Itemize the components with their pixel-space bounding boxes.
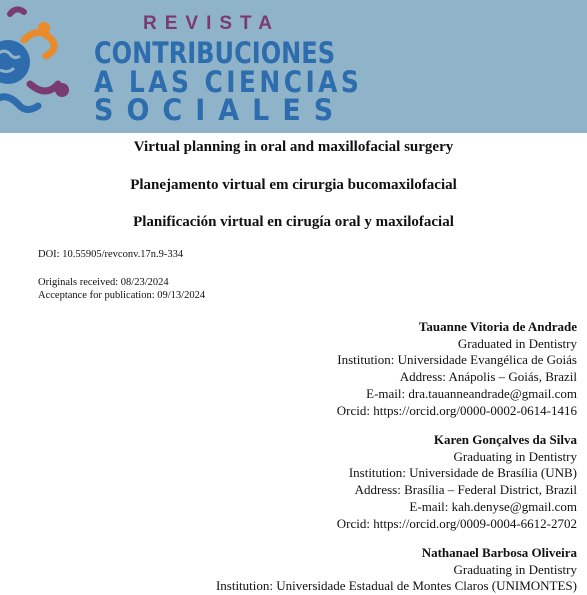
author-name: Karen Gonçalves da Silva xyxy=(433,432,577,447)
author-orcid: Orcid: https://orcid.org/0009-0004-6612-2702 xyxy=(336,515,577,531)
author-orcid: Orcid: https://orcid.org/0000-0002-0614-1416 xyxy=(336,402,577,418)
journal-name-revista: REVISTA xyxy=(143,13,280,34)
accepted-date: Acceptance for publication: 09/13/2024 xyxy=(38,290,206,301)
author-address: Address: Brasília – Federal District, Brazil xyxy=(354,482,577,498)
journal-name-line-1: CONTRIBUCIONES xyxy=(94,36,336,70)
author-address: Address: Anápolis – Goiás, Brazil xyxy=(399,369,577,385)
author-degree: Graduating in Dentistry xyxy=(453,448,577,464)
doi: DOI: 10.55905/revconv.17n.9-334 xyxy=(38,249,184,260)
author-name: Nathanael Barbosa Oliveira xyxy=(421,545,577,560)
author-name: Tauanne Vitoria de Andrade xyxy=(418,319,577,334)
title-portuguese: Planejamento virtual em cirurgia bucomaxilofacial xyxy=(130,177,457,193)
author-block xyxy=(337,319,577,419)
received-date: Originals received: 08/23/2024 xyxy=(38,277,169,288)
submission-dates xyxy=(38,276,205,302)
journal-name-line-3: SOCIALES xyxy=(94,93,347,127)
author-email: E-mail: dra.tauanneandrade@gmail.com xyxy=(366,385,577,401)
journal-logo-icon xyxy=(0,0,90,133)
author-institution: Institution: Universidade de Brasília (UNB) xyxy=(348,465,577,481)
title-spanish: Planificación virtual en cirugía oral y maxilofacial xyxy=(133,214,454,230)
author-degree: Graduating in Dentistry xyxy=(453,561,577,577)
author-email: E-mail: kah.denyse@gmail.com xyxy=(409,498,577,514)
author-institution: Institution: Universidade Estadual de Montes Claros (UNIMONTES) xyxy=(215,578,577,594)
journal-banner xyxy=(0,0,587,133)
author-institution: Institution: Universidade Evangélica de Goiás xyxy=(337,352,577,368)
author-block xyxy=(216,545,577,595)
journal-name-line-2: A LAS CIENCIAS xyxy=(94,65,363,99)
author-degree: Graduated in Dentistry xyxy=(457,335,577,351)
title-english: Virtual planning in oral and maxillofacial surgery xyxy=(133,139,454,155)
author-block xyxy=(337,432,577,532)
